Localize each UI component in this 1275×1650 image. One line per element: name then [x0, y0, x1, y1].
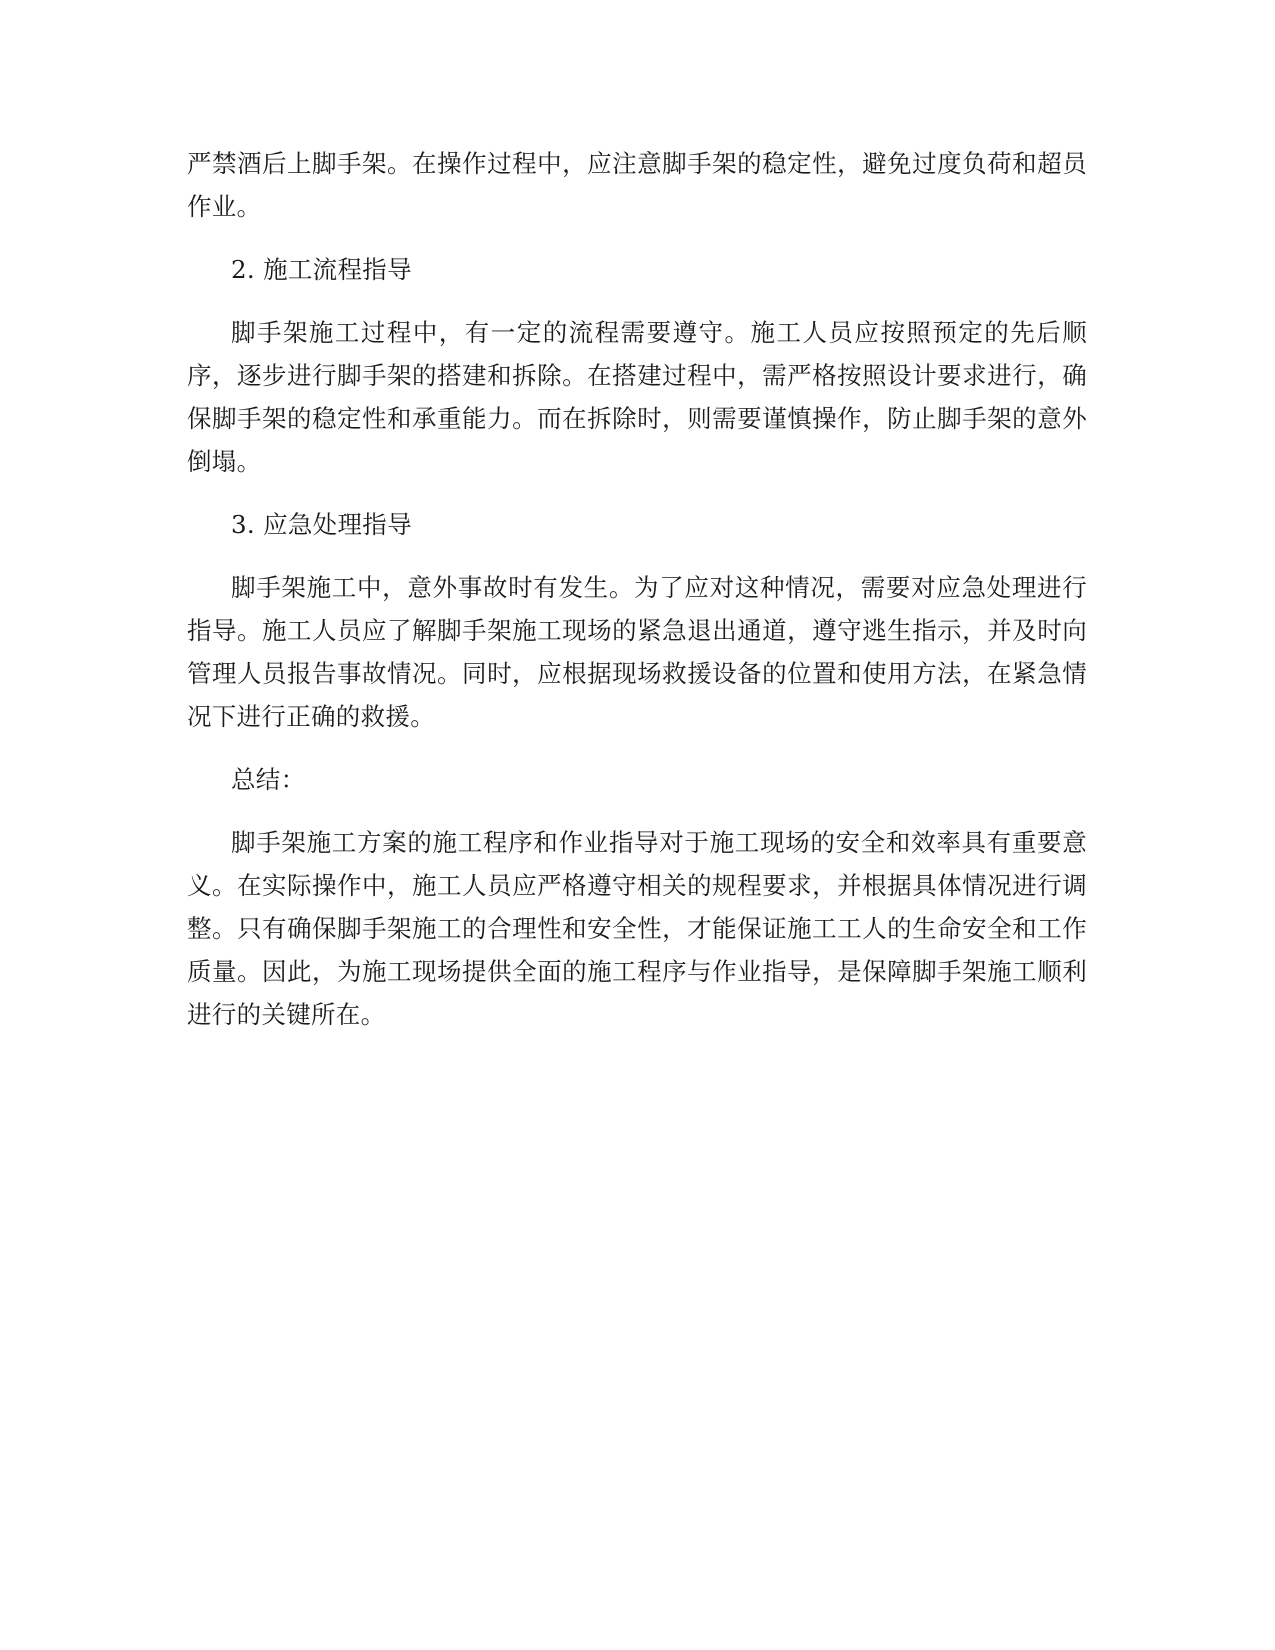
document-page [187, 142, 1087, 1056]
paragraph-emergency: 脚手架施工中，意外事故时有发生。为了应对这种情况，需要对应急处理进行指导。施工人员应了解脚手架施工现场的紧急退出通道，遵守逃生指示，并及时向管理人员报告事故情况。同时，应根据现场救援设备的位置和使用方法，在紧急情况下进行正确的救援。 [187, 573, 1087, 731]
paragraph-continued: 严禁酒后上脚手架。在操作过程中，应注意脚手架的稳定性，避免过度负荷和超员作业。 [187, 149, 1087, 221]
section-heading-construction-flow: 2. 施工流程指导 [231, 255, 412, 284]
section-heading-summary: 总结： [231, 765, 306, 794]
section-heading-emergency: 3. 应急处理指导 [231, 510, 412, 539]
paragraph-construction-flow: 脚手架施工过程中，有一定的流程需要遵守。施工人员应按照预定的先后顺序，逐步进行脚手架的搭建和拆除。在搭建过程中，需严格按照设计要求进行，确保脚手架的稳定性和承重能力。而在拆除时，则需要谨慎操作，防止脚手架的意外倒塌。 [187, 318, 1087, 476]
paragraph-summary: 脚手架施工方案的施工程序和作业指导对于施工现场的安全和效率具有重要意义。在实际操作中，施工人员应严格遵守相关的规程要求，并根据具体情况进行调整。只有确保脚手架施工的合理性和安全性，才能保证施工工人的生命安全和工作质量。因此，为施工现场提供全面的施工程序与作业指导，是保障脚手架施工顺利进行的关键所在。 [187, 828, 1087, 1029]
